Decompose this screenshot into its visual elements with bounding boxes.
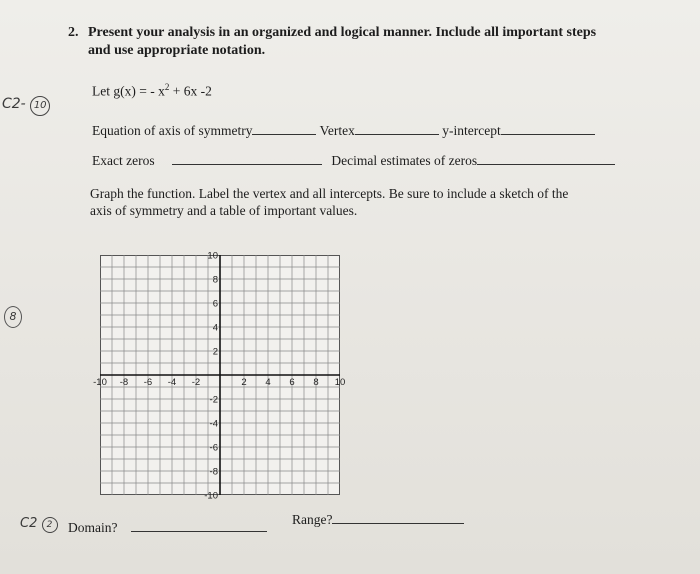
domain-blank[interactable]: [131, 519, 267, 532]
function-definition: [92, 82, 212, 100]
x-tick-label: 8: [313, 377, 319, 388]
x-tick-label: 6: [289, 377, 295, 388]
graph-instructions: [90, 185, 568, 219]
y-tick-label: 10: [207, 250, 218, 262]
range-blank[interactable]: [332, 511, 464, 524]
range-row: [292, 511, 464, 528]
range-label: Range?: [292, 512, 333, 527]
vertex-label: Vertex: [319, 123, 355, 138]
y-tick-label: 6: [212, 298, 218, 310]
handwritten-score-mark-1: [2, 96, 50, 116]
graph-instructions-line-1: Graph the function. Label the vertex and all intercepts. Be sure to include a sketch of the: [90, 186, 569, 201]
domain-row: [68, 519, 267, 536]
y-tick-label: 4: [212, 322, 218, 334]
vertex-blank[interactable]: [355, 122, 439, 135]
axis-of-symmetry-label: Equation of axis of symmetry: [92, 123, 253, 138]
x-tick-label: -6: [143, 377, 153, 388]
y-tick-label: 2: [212, 346, 218, 358]
x-tick-label: -10: [93, 377, 107, 388]
y-tick-label: -2: [209, 394, 218, 406]
decimal-estimates-label: Decimal estimates of zeros: [331, 153, 478, 168]
exact-zeros-blank[interactable]: [172, 152, 322, 165]
question-line-1: Present your analysis in an organized and logical manner. Include all important steps: [88, 25, 597, 40]
y-tick-label: -8: [209, 466, 218, 478]
x-tick-label: 10: [334, 377, 346, 388]
handwritten-score-prefix-3: C2: [20, 516, 38, 531]
handwritten-score-prefix: C2-: [2, 96, 26, 112]
x-tick-label: -8: [119, 377, 129, 388]
function-prefix: Let g(x) = - x: [92, 83, 165, 99]
coordinate-grid: [93, 250, 346, 502]
function-suffix: + 6x -2: [169, 83, 212, 99]
y-tick-label: -4: [209, 418, 218, 430]
x-tick-label: -2: [191, 377, 201, 388]
handwritten-score-mark-3: [20, 516, 58, 533]
question-line-2: and use appropriate notation.: [88, 43, 266, 58]
axis-of-symmetry-blank[interactable]: [252, 122, 316, 135]
decimal-estimates-blank[interactable]: [477, 152, 615, 165]
question-heading: [68, 24, 648, 60]
row-axis-vertex-yintercept: [92, 122, 595, 139]
graph-instructions-line-2: axis of symmetry and a table of important values.: [90, 203, 358, 218]
exact-zeros-label: Exact zeros: [92, 153, 155, 168]
handwritten-score-circle: 10: [30, 96, 50, 116]
y-intercept-blank[interactable]: [501, 122, 595, 135]
y-tick-label: -10: [204, 490, 218, 502]
y-tick-label: -6: [209, 442, 218, 454]
handwritten-score-circle-3: 2: [42, 517, 58, 533]
function-exponent: 2: [164, 82, 170, 92]
question-number: 2.: [68, 25, 79, 40]
x-tick-label: 4: [265, 377, 271, 388]
coordinate-grid-svg[interactable]: [93, 250, 346, 502]
x-tick-label: 2: [241, 377, 247, 388]
row-zeros: [92, 152, 615, 169]
y-intercept-label: y-intercept: [442, 123, 501, 138]
domain-label: Domain?: [68, 520, 118, 535]
handwritten-score-mark-2: 8: [4, 306, 22, 328]
x-tick-label: -4: [167, 377, 177, 388]
y-tick-label: 8: [212, 274, 218, 286]
